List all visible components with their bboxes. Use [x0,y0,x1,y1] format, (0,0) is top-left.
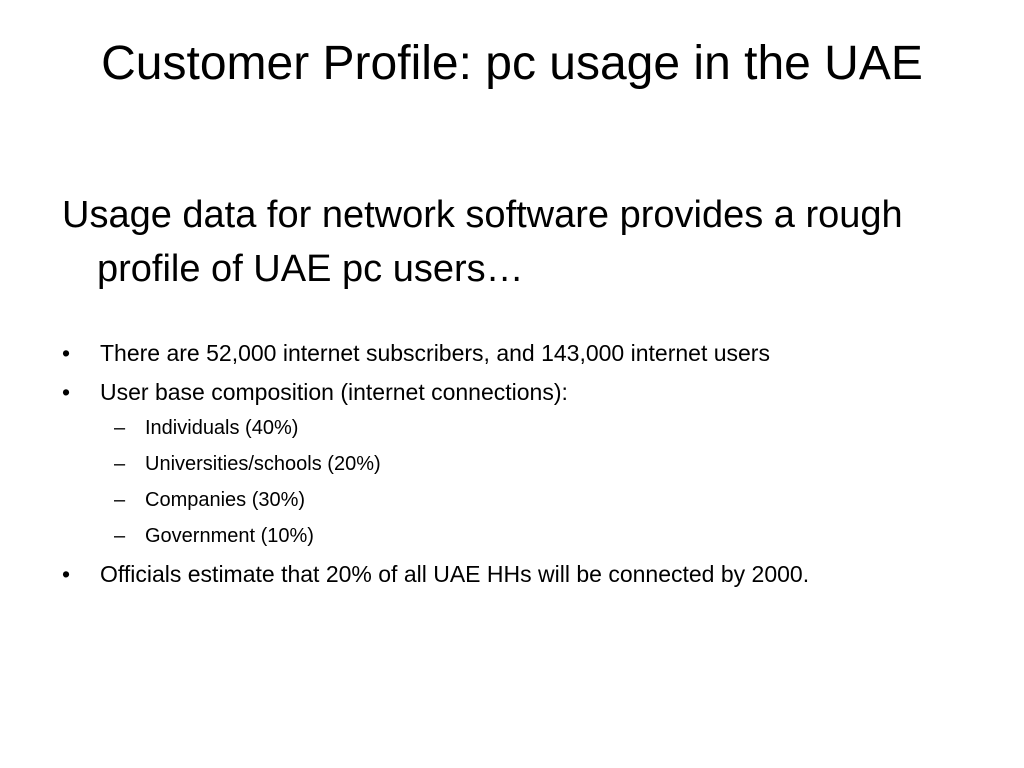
dash-icon: – [114,525,126,547]
bullet-text: There are 52,000 internet subscribers, and 143,000 internet users [100,340,770,366]
bullet-text: Officials estimate that 20% of all UAE HHs will be connected by 2000. [100,561,810,587]
sub-bullet-text: Government (10%) [145,525,314,547]
bullet-item [62,375,962,551]
slide-title: Customer Profile: pc usage in the UAE [101,37,923,90]
bullet-item [62,557,962,591]
sub-bullet-text: Companies (30%) [145,489,306,511]
bullet-text: User base composition (internet connections): [100,379,568,405]
sub-bullet-item [100,521,962,551]
dash-icon: – [114,489,126,511]
bullet-icon: • [62,340,71,366]
sub-bullet-item [100,413,962,443]
dash-icon: – [114,417,126,439]
bullet-icon: • [62,561,71,587]
dash-icon: – [114,453,126,475]
sub-bullet-text: Universities/schools (20%) [145,453,381,475]
sub-bullet-text: Individuals (40%) [145,417,299,439]
sub-bullet-list [100,413,962,551]
bullet-list [62,336,962,596]
sub-bullet-item [100,449,962,479]
sub-bullet-item [100,485,962,515]
bullet-icon: • [62,379,71,405]
bullet-item [62,336,962,370]
lead-text: Usage data for network software provides a rough profile of UAE pc users… [62,194,903,290]
